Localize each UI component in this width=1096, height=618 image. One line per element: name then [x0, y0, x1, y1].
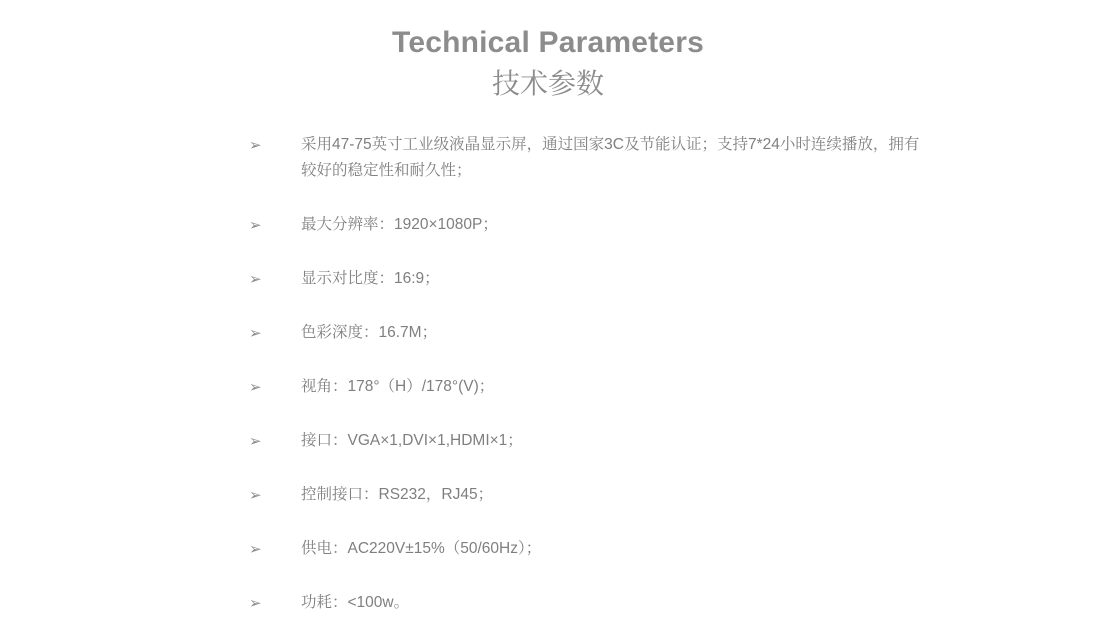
list-item	[0, 374, 1096, 400]
list-item	[0, 212, 1096, 238]
arrow-bullet-icon: ➢	[249, 215, 262, 234]
list-item-text: 功耗：<100w。	[301, 593, 410, 611]
list-item-text: 视角：178°（H）/178°(V)；	[301, 377, 495, 395]
arrow-bullet-icon: ➢	[249, 431, 262, 450]
list-item	[0, 132, 1096, 184]
list-item	[0, 320, 1096, 346]
list-item	[0, 590, 1096, 616]
page-title-chinese: 技术参数	[491, 67, 604, 99]
list-item	[0, 428, 1096, 454]
arrow-bullet-icon: ➢	[249, 269, 262, 288]
list-item-text: 色彩深度：16.7M；	[301, 323, 438, 341]
arrow-bullet-icon: ➢	[249, 485, 262, 504]
arrow-bullet-icon: ➢	[249, 323, 262, 342]
list-item-text: 采用47-75英寸工业级液晶显示屏，通过国家3C及节能认证；支持7*24小时连续播放，拥有较好的稳定性和耐久性；	[301, 135, 920, 179]
list-item-text: 控制接口：RS232，RJ45；	[301, 485, 494, 503]
list-item-text: 接口：VGA×1,DVI×1,HDMI×1；	[301, 431, 523, 449]
list-item	[0, 482, 1096, 508]
list-item	[0, 266, 1096, 292]
specifications-list	[0, 132, 1096, 616]
list-item	[0, 536, 1096, 562]
list-item-text: 最大分辨率：1920×1080P；	[301, 215, 498, 233]
arrow-bullet-icon: ➢	[249, 539, 262, 558]
page-title-english: Technical Parameters	[392, 26, 704, 59]
arrow-bullet-icon: ➢	[249, 377, 262, 396]
title-block	[0, 0, 1096, 102]
list-item-text: 供电：AC220V±15%（50/60Hz）；	[301, 539, 542, 557]
list-item-text: 显示对比度：16:9；	[301, 269, 440, 287]
arrow-bullet-icon: ➢	[249, 593, 262, 612]
arrow-bullet-icon: ➢	[249, 135, 262, 154]
